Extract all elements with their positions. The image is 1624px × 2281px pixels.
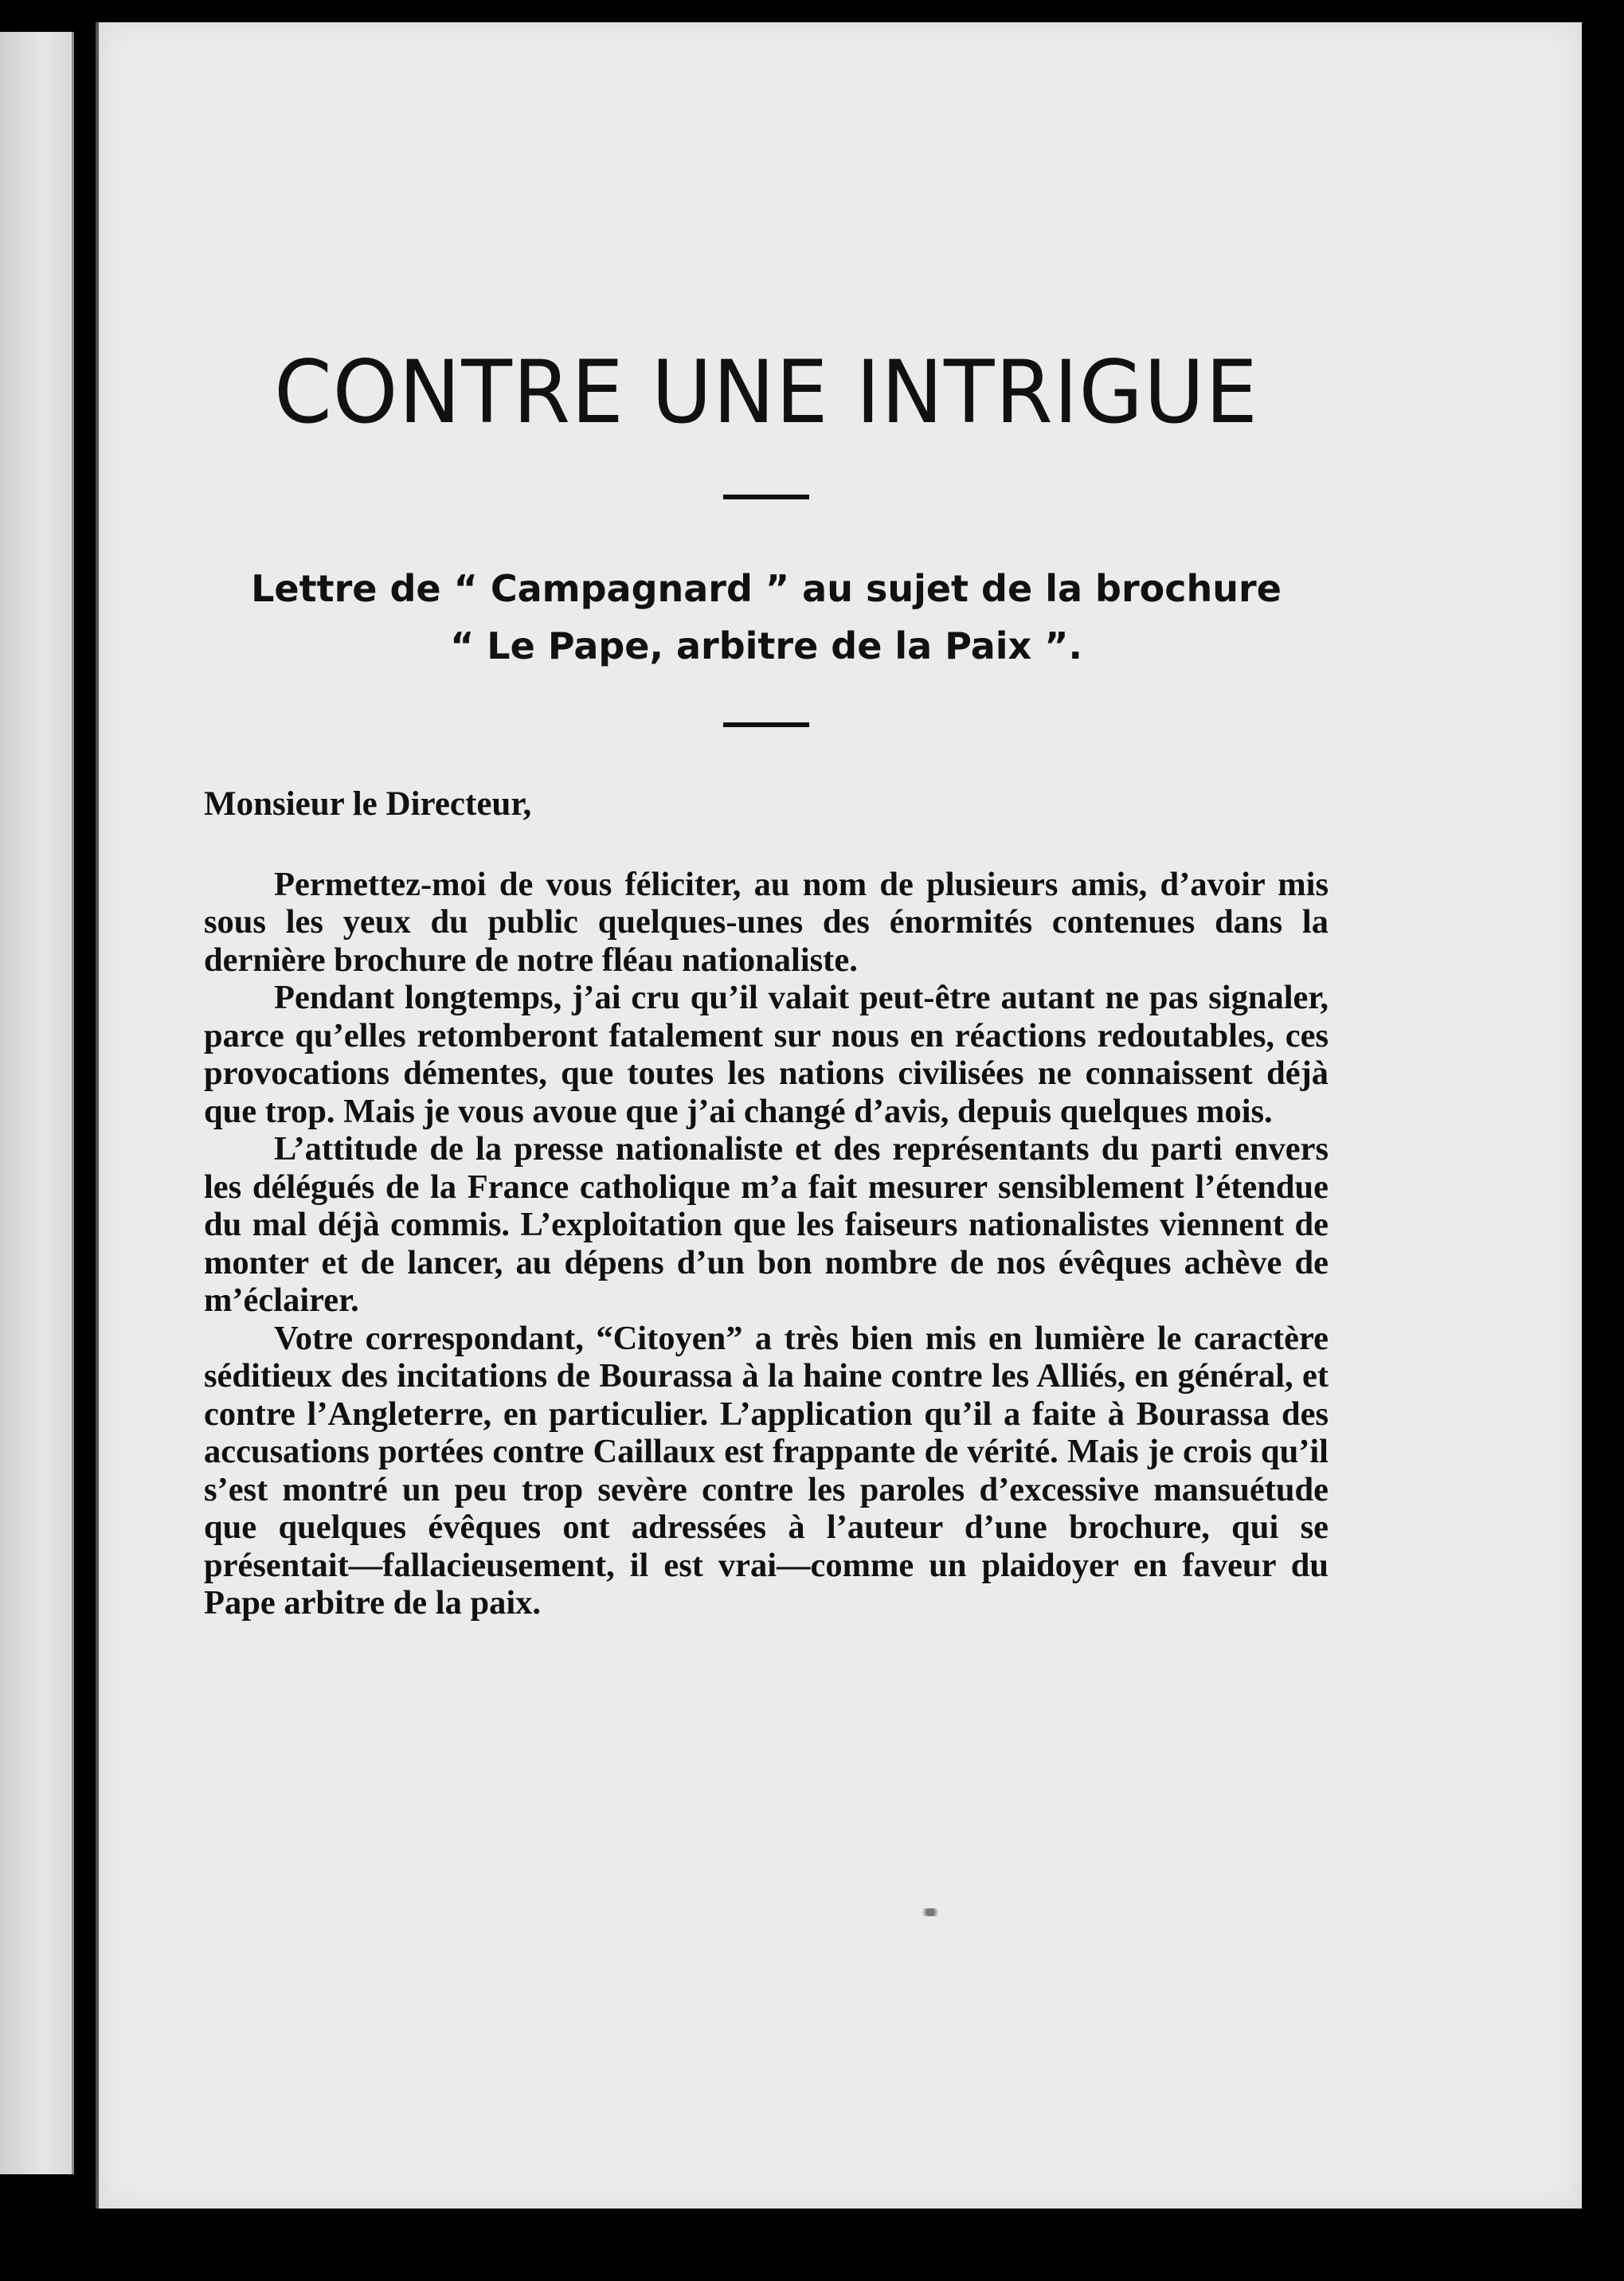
subtitle-divider <box>723 722 809 727</box>
title-divider <box>723 495 809 499</box>
paragraph-1: Permettez-moi de vous féliciter, au nom de plusieurs amis, d’avoir mis sous les yeux du public quelques-unes des énormités contenues dans la dernière brochure de notre fléau nationaliste. <box>204 865 1329 979</box>
previous-page-edge <box>0 32 74 2174</box>
scan-speck <box>919 1908 941 1916</box>
paragraph-3: L’attitude de la presse nationaliste et des représentants du parti envers les délégués de la France catholique m’a fait mesurer sensiblement l’étendue du mal déjà commis. L’exploitation que les faiseurs nationalistes viennent de monter et de lancer, au dépens d’un bon nombre de nos évêques achève de m’éclairer. <box>204 1130 1329 1320</box>
subtitle-line-2: “ Le Pape, arbitre de la Paix ”. <box>450 624 1082 667</box>
page-content <box>204 342 1329 1622</box>
letter-body <box>204 866 1329 1622</box>
document-subtitle <box>204 560 1329 675</box>
paragraph-4: Votre correspondant, “Citoyen” a très bien mis en lumière le caractère séditieux des incitations de Bourassa à la haine contre les Alliés, en général, et contre l’Angleterre, en particulier. L’application qu’il a faite à Bourassa des accusations portées contre Caillaux est frappante de vérité. Mais je crois qu’il s’est montré un peu trop sevère contre les paroles d’excessive mansuétude que quelques évêques ont adressées à l’auteur d’une brochure, qui se présentait—fallacieusement, il est vrai—comme un plaidoyer en faveur du Pape arbitre de la paix. <box>204 1319 1329 1622</box>
subtitle-line-1: Lettre de “ Campagnard ” au sujet de la brochure <box>251 566 1282 610</box>
document-title: CONTRE UNE INTRIGUE <box>274 340 1258 444</box>
salutation: Monsieur le Directeur, <box>204 784 532 823</box>
paragraph-2: Pendant longtemps, j’ai cru qu’il valait peut-être autant ne pas signaler, parce qu’elles retomberont fatalement sur nous en réactions redoutables, ces provocations démentes, que toutes les nations civilisées ne connaissent déjà que trop. Mais je vous avoue que j’ai changé d’avis, depuis quelques mois. <box>204 979 1329 1130</box>
